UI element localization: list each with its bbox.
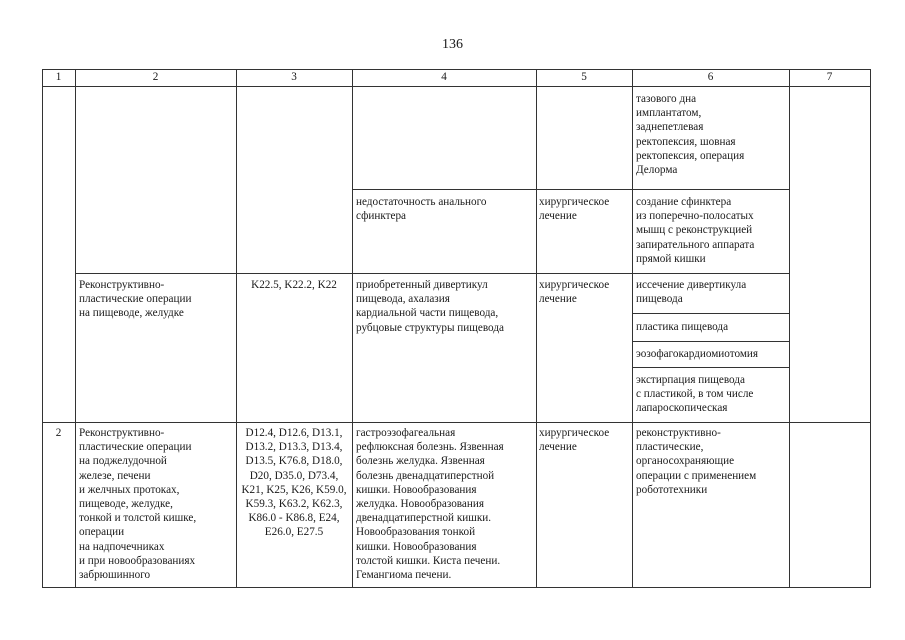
- cell-col6-continuation: тазового дна имплантатом, заднепетлевая ректопексия, шовная ректопексия, операция Делорма: [636, 93, 745, 177]
- col-divider-1: [75, 69, 76, 588]
- cell-col4-anal-insufficiency: недостаточность анального сфинктера: [356, 196, 487, 223]
- cell-col5-treatment-2: хирургическое лечение: [539, 427, 610, 454]
- col-divider-4: [536, 69, 537, 588]
- col-divider-6: [789, 69, 790, 588]
- header-col-4: 4: [441, 71, 447, 83]
- cell-col3-codes-b: K22.5, K22.2, K22: [251, 279, 337, 291]
- cell-col6-item-1: иссечение дивертикула пищевода: [636, 279, 747, 306]
- divider-col6-3: [632, 367, 790, 368]
- cell-col3-codes-2: D12.4, D12.6, D13.1, D13.2, D13.3, D13.4, D13.5, K76.8, D18.0, D20, D35.0, D73.4, K21, K25, K26, K59.0, K59.3, K63.2, K62.3, K86.0 - K86.8, E24, E26.0, E27.5: [241, 427, 347, 539]
- page-number: 136: [442, 37, 463, 52]
- divider-col6-1: [632, 313, 790, 314]
- header-col-3: 3: [291, 71, 297, 83]
- table-border-right: [870, 69, 871, 588]
- cell-col4-diverticulum: приобретенный дивертикул пищевода, ахалазия кардиальной части пищевода, рубцовые структуры пищевода: [356, 279, 504, 334]
- table-border-bottom: [42, 587, 871, 588]
- cell-row-number-2: 2: [55, 427, 62, 439]
- cell-col5-treatment-a: хирургическое лечение: [539, 196, 610, 223]
- header-col-5: 5: [581, 71, 587, 83]
- cell-col4-diagnoses-2: гастроэзофагеальная рефлюксная болезнь. Язвенная болезнь желудка. Язвенная болезнь двенадцатиперстной кишки. Новообразования желудка. Новообразования двенадцатиперстной кишки. Новообразования тонкой кишки. Новообразования толстой кишки. Киста печени. Гемангиома печени.: [356, 427, 504, 582]
- header-col-6: 6: [707, 71, 714, 83]
- cell-col2-esophagus: Реконструктивно- пластические операции на пищеводе, желудке: [79, 279, 192, 320]
- cell-col6-item-2: пластика пищевода: [636, 321, 729, 333]
- divider-col6-2: [632, 341, 790, 342]
- col-divider-3: [352, 69, 353, 588]
- header-col-2: 2: [152, 71, 159, 83]
- cell-col5-treatment-b: хирургическое лечение: [539, 279, 610, 306]
- table-border-left: [42, 69, 43, 588]
- header-col-1: 1: [55, 71, 62, 83]
- divider-row2: [42, 422, 871, 423]
- procedures-table: [42, 69, 871, 588]
- header-col-7: 7: [826, 71, 833, 83]
- cell-col2-pancreas: Реконструктивно- пластические операции на поджелудочной железе, печени и желчных протоках, пищеводе, желудке, тонкой и толстой кишке, операции на надпочечниках и при новообразованиях забрюшинного: [79, 427, 197, 582]
- cell-col6-item-4: экстирпация пищевода с пластикой, в том числе лапароскопическая: [636, 374, 754, 415]
- divider-section-a: [352, 189, 790, 190]
- divider-section-b: [75, 273, 790, 274]
- cell-col6-sphincter: создание сфинктера из поперечно-полосатых мышц с реконструкцией запирательного аппарата прямой кишки: [636, 196, 755, 265]
- col-divider-5: [632, 69, 633, 588]
- header-divider: [42, 86, 871, 87]
- cell-col6-item-3: эозофагокардиомиотомия: [636, 348, 759, 360]
- cell-col6-robotics: реконструктивно- пластические, органосохраняющие операции с применением робототехники: [636, 427, 757, 496]
